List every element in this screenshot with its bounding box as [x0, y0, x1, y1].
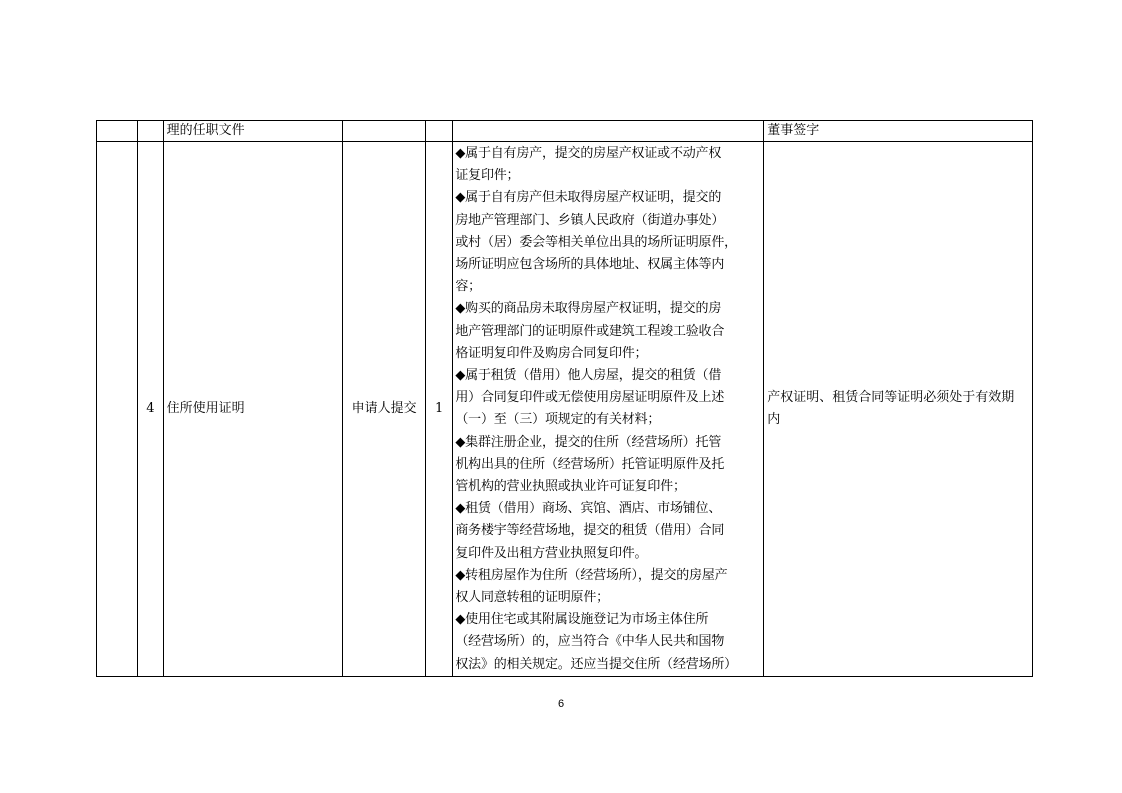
cell-empty-5: [453, 121, 764, 142]
item-name-continuation: 理的任职文件: [163, 121, 343, 142]
materials-line: 复印件及出租方营业执照复印件。: [455, 545, 648, 561]
materials-line: 机构出具的住所（经营场所）托管证明原件及托: [455, 456, 725, 472]
materials-line: ◆属于租赁（借用）他人房屋，提交的租赁（借: [455, 368, 722, 384]
materials-line: ◆租赁（借用）商场、宾馆、酒店、市场铺位、: [455, 501, 722, 517]
requirements-table: [96, 120, 1033, 677]
materials-line: 地产管理部门的证明原件或建筑工程竣工验收合: [455, 323, 725, 339]
remark-line: 内: [767, 411, 781, 427]
row-number: 4: [138, 142, 163, 677]
cell-empty-2: [138, 121, 163, 142]
materials-line: 用）合同复印件或无偿使用房屋证明原件及上述: [455, 390, 725, 406]
materials-line: 证复印件；: [455, 168, 520, 184]
materials-line: 房地产管理部门、乡镇人民政府（街道办事处）: [455, 212, 725, 228]
materials-line: 或村（居）委会等相关单位出具的场所证明原件，: [455, 234, 737, 250]
cell-empty-1: [97, 121, 138, 142]
copies-count: 1: [425, 142, 452, 677]
materials-line: （经营场所）的，应当符合《中华人民共和国物: [455, 634, 725, 650]
materials-line: 权法》的相关规定。还应当提交住所（经营场所）: [455, 656, 737, 672]
materials-line: 商务楼宇等经营场地，提交的租赁（借用）合同: [455, 523, 725, 539]
cell-empty-3: [343, 121, 425, 142]
item-name: 住所使用证明: [163, 142, 343, 677]
materials-line: ◆转租房屋作为住所（经营场所），提交的房屋产: [455, 567, 728, 583]
materials-line: ◆属于自有房产，提交的房屋产权证或不动产权: [455, 146, 722, 161]
materials-line: （一）至（三）项规定的有关材料；: [455, 412, 661, 428]
cell-empty-6: [97, 142, 138, 677]
materials-line: 格证明复印件及购房合同复印件；: [455, 345, 648, 361]
remark-line: 产权证明、租赁合同等证明必须处于有效期: [767, 389, 1015, 405]
materials-line: ◆集群注册企业，提交的住所（经营场所）托管: [455, 434, 722, 450]
table-row-continuation: [97, 121, 1033, 142]
materials-line: ◆使用住宅或其附属设施登记为市场主体住所: [455, 612, 709, 628]
materials-line: ◆购买的商品房未取得房屋产权证明，提交的房: [455, 301, 722, 317]
table-row: [97, 142, 1033, 677]
materials-line: 管机构的营业执照或执业许可证复印件；: [455, 479, 686, 495]
submission-source: 申请人提交: [343, 142, 425, 677]
materials-list: [453, 142, 764, 677]
remark: [764, 142, 1033, 677]
materials-line: ◆属于自有房产但未取得房屋产权证明，提交的: [455, 190, 722, 206]
materials-line: 容；: [455, 279, 481, 295]
page-number: 6: [557, 698, 565, 710]
cell-empty-4: [425, 121, 452, 142]
remark-continuation: 董事签字: [764, 121, 1033, 142]
materials-line: 权人同意转租的证明原件；: [455, 590, 609, 606]
materials-line: 场所证明应包含场所的具体地址、权属主体等内: [455, 257, 725, 273]
